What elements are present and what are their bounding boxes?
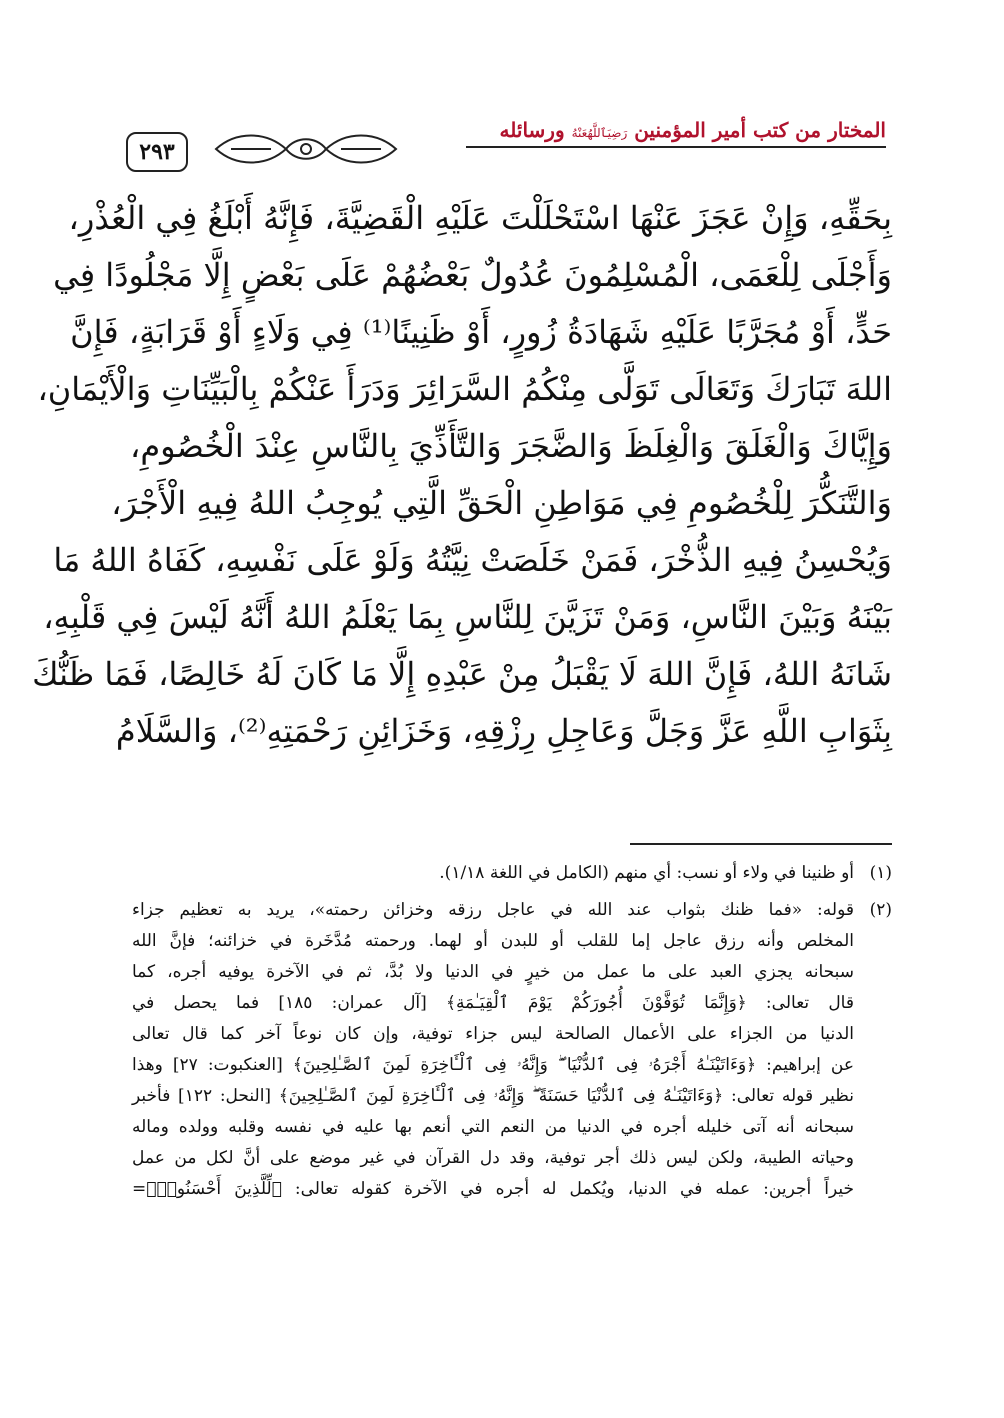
running-title	[426, 118, 886, 142]
footnote-line: المخلص وأنه رزق عاجل إما للقلب أو للبدن أو لهما. ورحمته مُدَّخَرة في خزائنه؛ فإنَّ الله	[132, 931, 854, 951]
title-honorific: رَضِيَٱللَّهُعَنْهُ	[571, 126, 628, 140]
text-line: بِحَقِّهِ، وَإِنْ عَجَزَ عَنْهَا اسْتَحْلَلْتَ عَلَيْهِ الْقَضِيَّةَ، فَإِنَّهُ أَبْلَغُ فِي الْعُذْرِ،	[68, 199, 892, 237]
text-line: وَإِيَّاكَ وَالْغَلَقَ وَالْغِلَظَ وَالضَّجَرَ وَالتَّأَذِّيَ بِالنَّاسِ عِنْدَ الْخُصُومِ،	[130, 427, 892, 465]
text-line: اللهَ تَبَارَكَ وَتَعَالَى تَوَلَّى مِنْكُمُ السَّرَائِرَ وَدَرَأَ عَنْكُمْ بِالْبَيِّنَاتِ وَالْأَيْمَانِ،	[37, 370, 892, 408]
decorative-ornament-icon	[206, 126, 406, 172]
footnote-line: سبحانه يجزي العبد على ما عمل من خيرٍ في الدنيا ولا بُدَّ، ثم في الآخرة يوفيه أجره، كما	[132, 962, 854, 982]
page-number: ٢٩٣	[126, 132, 188, 172]
title-end: ورسائله	[499, 118, 565, 142]
footnote-line: قال تعالى: ﴿وَإِنَّمَا تُوَفَّوْنَ أُجُورَكُمْ يَوْمَ ٱلْقِيَـٰمَةِ﴾ [آل عمران: ١٨٥] فما يحصل في	[132, 993, 854, 1013]
footnote-line: الدنيا من الجزاء على الأعمال الصالحة ليس جزاء توفية، وإن كان نوعاً آخر كما قال تعالى	[132, 1024, 854, 1044]
footnote-1	[132, 858, 892, 889]
main-text	[32, 190, 892, 760]
text-line: وَالتَّنَكُّرَ لِلْخُصُومِ فِي مَوَاطِنِ الْحَقِّ الَّتِي يُوجِبُ اللهُ فِيهِ الْأَجْرَ،	[111, 484, 892, 522]
text-line: وَيُحْسِنُ فِيهِ الذُّخْرَ، فَمَنْ خَلَصَتْ نِيَّتُهُ وَلَوْ عَلَى نَفْسِهِ، كَفَاهُ اللهُ مَا	[53, 541, 892, 579]
footnote-separator	[630, 843, 892, 845]
footnote-line: قوله: «فما ظنك بثواب عند الله في عاجل رزقه وخزائن رحمته»، يريد به تعظيم جزاء	[132, 900, 854, 920]
footnote-line: عن إبراهيم: ﴿وَءَاتَيْنَـٰهُ أَجْرَهُۥ فِى ٱلدُّنْيَا ۖ وَإِنَّهُۥ فِى ٱلْـَٔاخِرَةِ لَمِنَ ٱلصَّـٰلِحِينَ﴾ [العنكبوت: ٢٧] وهذا	[132, 1055, 855, 1075]
footnote-line: أو ظنينا في ولاء أو نسب: أي منهم (الكامل في اللغة ١/١٨).	[439, 863, 854, 883]
footnote-line: وحياته الطيبة، ولكن ليس ذلك أجر توفية، وقد دل القرآن في غير موضع على أنَّ لكل من عمل	[132, 1148, 854, 1168]
footnote-line: خيراً أجرين: عمله في الدنيا، ويُكمل له أجره في الآخرة كقوله تعالى: ﴿لِّلَّذِينَ أَحْسَنُوا۟﴾=	[132, 1179, 854, 1199]
footnote-number: (١)	[869, 863, 892, 883]
text-line: بَيْنَهُ وَبَيْنَ النَّاسِ، وَمَنْ تَزَيَّنَ لِلنَّاسِ بِمَا يَعْلَمُ اللهُ أَنَّهُ لَيْسَ فِي قَلْبِهِ،	[43, 598, 892, 636]
title-main: المختار من كتب أمير المؤمنين	[634, 118, 886, 142]
text-line: بِثَوَابِ اللَّهِ عَزَّ وَجَلَّ وَعَاجِلِ رِزْقِهِ، وَخَزَائِنِ رَحْمَتِهِ⁽²⁾، وَالسَّلَامُ	[115, 712, 892, 750]
text-line: وَأَجْلَى لِلْعَمَى، الْمُسْلِمُونَ عُدُولٌ بَعْضُهُمْ عَلَى بَعْضٍ إِلَّا مَجْلُودًا فِي	[53, 256, 892, 294]
footnote-line: نظير قوله تعالى: ﴿وَءَاتَيْنَـٰهُ فِى ٱلدُّنْيَا حَسَنَةً ۖ وَإِنَّهُۥ فِى ٱلْـَٔاخِرَةِ لَمِنَ ٱلصَّـٰلِحِينَ﴾ [النحل: ١٢٢] فأخبر	[132, 1086, 854, 1106]
text-line: حَدٍّ، أَوْ مُجَرَّبًا عَلَيْهِ شَهَادَةُ زُورٍ، أَوْ ظَنِينًا⁽¹⁾ فِي وَلَاءٍ أَوْ قَرَابَةٍ، فَإِنَّ	[70, 313, 892, 351]
footnotes	[132, 858, 892, 1205]
footnote-line: سبحانه أنه آتى خليله أجره في الدنيا من النعم التي أنعم بها عليه في نفسه وقلبه وولده وماله	[132, 1117, 854, 1137]
footnote-2	[132, 895, 892, 1205]
text-line: شَانَهُ اللهُ، فَإِنَّ اللهَ لَا يَقْبَلُ مِنْ عَبْدِهِ إِلَّا مَا كَانَ لَهُ خَالِصًا، فَمَا ظَنُّكَ	[32, 655, 892, 693]
footnote-number: (٢)	[869, 900, 892, 920]
page-header	[126, 116, 886, 186]
title-rule	[466, 146, 886, 148]
